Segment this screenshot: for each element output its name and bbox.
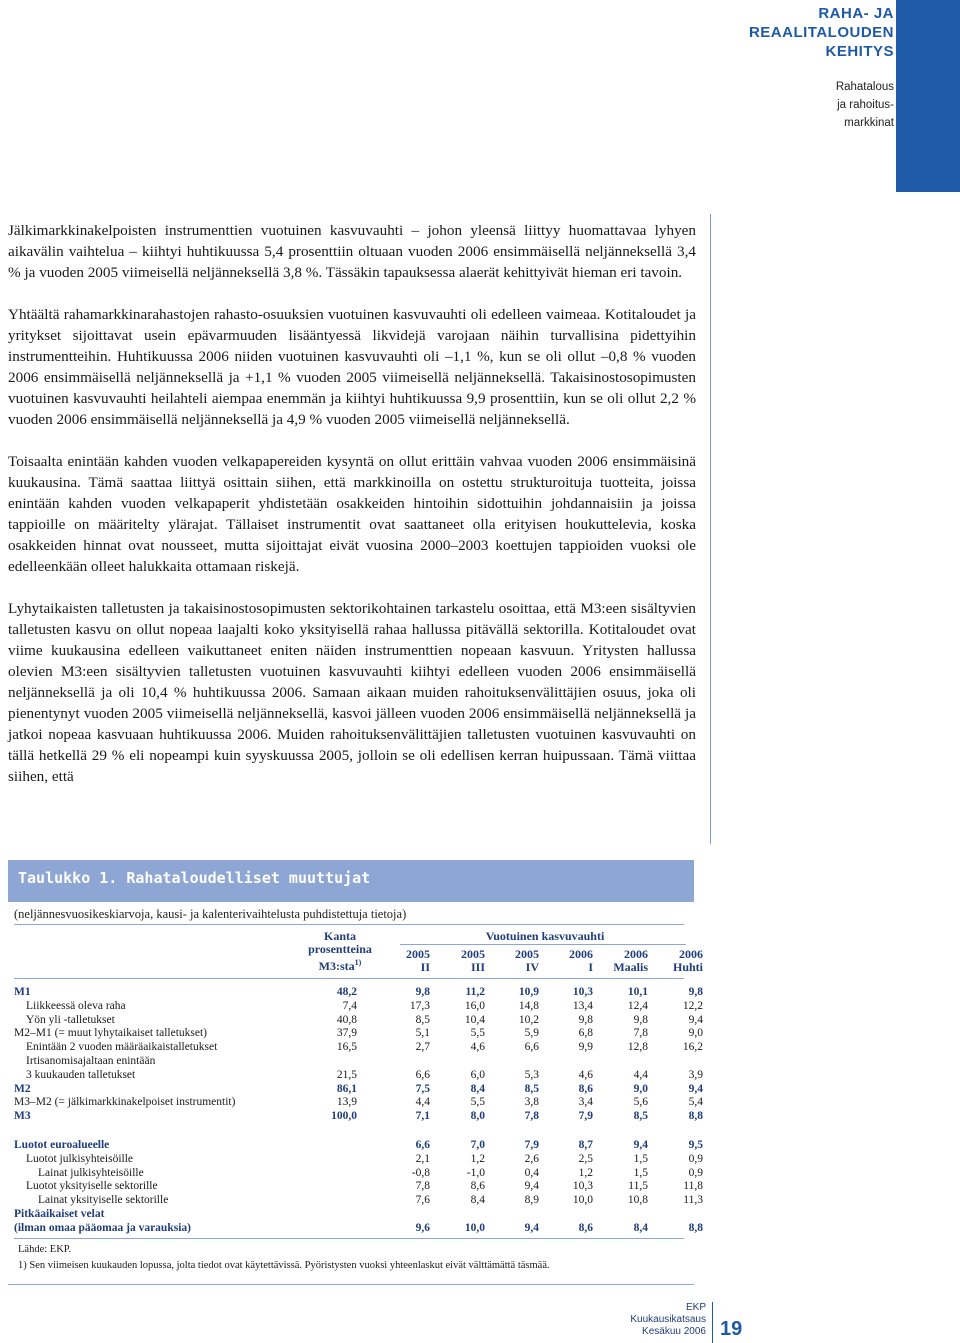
table-cell: 10,9 xyxy=(518,986,539,998)
paragraph: Toisaalta enintään kahden vuoden velkapapereiden kysyntä on ollut erittäin vahvaa vuoden 2006 ensimmäisinä kuukausina. Tämä saattaa liittyä osittain siihen, että markkinoilla on ostettu strukturoituja tuotteita, joissa enintään kahden vuoden velkapaperit yhdistetään osakkeiden hintoihin sidottuihin johdannaisiin ja joissa tappioille on määritelty ylärajat. Tällaiset instrumentit ovat saattaneet olla erityisen houkuttelevia, koska osakkeiden hinnat ovat nousseet, mutta sijoittajat eivät vuosina 2000–2003 koettujen tappioiden vuoksi ole edelleenkään olleet halukkaita ottamaan riskejä. xyxy=(8,453,696,575)
table-row-label: (ilman omaa pääomaa ja varauksia) xyxy=(14,1221,191,1234)
table-cell: 7,9 xyxy=(524,1139,539,1151)
table-title: Taulukko 1. Rahataloudelliset muuttujat xyxy=(18,869,371,887)
table-cell: 8,6 xyxy=(578,1082,593,1095)
table-cell: 9,5 xyxy=(688,1139,703,1151)
table-cell: 2,5 xyxy=(578,1152,593,1165)
table-row-label: Luotot julkisyhteisöille xyxy=(26,1152,134,1165)
column-header: 2005 xyxy=(515,947,539,961)
table-cell: 10,0 xyxy=(464,1221,485,1234)
table-row-label: M3–M2 (= jälkimarkkinakelpoiset instrumentit) xyxy=(14,1096,236,1109)
publisher-line: Kuukausikatsaus xyxy=(630,1314,706,1325)
table-cell: 5,3 xyxy=(524,1068,539,1081)
share-cell: 21,5 xyxy=(336,1068,357,1081)
table-cell: 4,4 xyxy=(415,1096,430,1109)
table-cell: 5,5 xyxy=(470,1096,485,1109)
table-rule xyxy=(14,1238,684,1239)
footnote-mark: 1) xyxy=(354,958,362,967)
table-cell: 11,8 xyxy=(683,1180,703,1193)
table-cell: 8,0 xyxy=(470,1110,485,1123)
table-cell: 1,5 xyxy=(633,1152,648,1165)
table-cell: 5,5 xyxy=(470,1027,485,1040)
table-row-label: Lainat julkisyhteisöille xyxy=(38,1166,144,1179)
table-cell: 9,0 xyxy=(633,1082,648,1095)
table-cell: 2,1 xyxy=(415,1152,430,1165)
table-note: 1) Sen viimeisen kuukauden lopussa, jolta tiedot ovat käytettävissä. Pyöristysten vuoksi yhteenlaskut eivät välttämättä täsmää. xyxy=(18,1260,550,1271)
column-header: I xyxy=(588,960,593,974)
table-cell: 6,6 xyxy=(415,1068,430,1081)
table-cell: 12,8 xyxy=(627,1041,648,1054)
table-cell: 6,0 xyxy=(470,1068,485,1081)
table-row-label: Pitkäaikaiset velat xyxy=(14,1208,105,1220)
page-number: 19 xyxy=(720,1318,743,1340)
column-header: 2006 xyxy=(624,947,648,961)
table-cell: 16,2 xyxy=(682,1041,703,1054)
table-cell: 1,2 xyxy=(578,1166,593,1179)
table-title-bar xyxy=(8,860,694,902)
share-column-header xyxy=(300,930,380,973)
table-row-label: M3 xyxy=(14,1110,31,1123)
table-cell: 16,0 xyxy=(464,999,485,1012)
table-cell: 10,4 xyxy=(464,1013,485,1026)
table-row-label: Enintään 2 vuoden määräaikaistalletukset xyxy=(26,1041,218,1054)
table-cell: 3,8 xyxy=(524,1096,539,1109)
table-cell: 6,8 xyxy=(578,1027,593,1040)
table-cell: 0,9 xyxy=(688,1152,703,1165)
share-header-line: Kanta xyxy=(323,929,356,943)
growth-header-text: Vuotuinen kasvuvauhti xyxy=(485,929,605,943)
publisher-line: Kesäkuu 2006 xyxy=(642,1326,706,1337)
table-row-label: 3 kuukauden talletukset xyxy=(26,1068,136,1081)
column-divider xyxy=(710,214,711,844)
table-row-label: Yön yli -talletukset xyxy=(26,1013,115,1026)
table-cell: 9,4 xyxy=(524,1221,539,1234)
table-row-label: Luotot euroalueelle xyxy=(14,1139,110,1151)
column-header: II xyxy=(420,960,430,974)
table-cell: 10,1 xyxy=(627,986,648,998)
table-cell: 8,6 xyxy=(470,1180,485,1193)
section-subtitle-line: Rahatalous xyxy=(835,81,894,93)
table-cell: 0,9 xyxy=(688,1166,703,1179)
section-subtitle-line: ja rahoitus- xyxy=(837,99,894,111)
table-cell: 5,1 xyxy=(415,1027,430,1040)
table-row-label: Irtisanomisajaltaan enintään xyxy=(26,1055,156,1067)
column-header: 2005 xyxy=(406,947,430,961)
table-cell: 5,4 xyxy=(688,1096,703,1109)
table-cell: -1,0 xyxy=(466,1166,485,1179)
table-source: Lähde: EKP. xyxy=(18,1244,72,1255)
publication-info xyxy=(600,1302,706,1338)
table-cell: 9,8 xyxy=(688,986,703,998)
growth-header xyxy=(400,930,690,943)
table-cell: 8,4 xyxy=(470,1194,485,1207)
table-cell: 4,6 xyxy=(470,1041,485,1054)
table-cell: 7,8 xyxy=(524,1110,539,1123)
table-cell: 8,4 xyxy=(633,1221,648,1234)
table-cell: 11,3 xyxy=(683,1194,703,1207)
table-cell: 7,8 xyxy=(633,1027,648,1040)
table-cell: 10,3 xyxy=(572,1180,593,1193)
table-cell: 2,6 xyxy=(524,1152,539,1165)
table-cell: 13,4 xyxy=(572,999,593,1012)
table-cell: 9,0 xyxy=(688,1027,703,1040)
table-cell: 12,4 xyxy=(627,999,648,1012)
table-cell: 0,4 xyxy=(524,1166,539,1179)
share-header-line xyxy=(300,956,380,973)
table-cell: 9,4 xyxy=(633,1139,648,1151)
table-cell: 5,6 xyxy=(633,1096,648,1109)
table-cell: 7,0 xyxy=(470,1139,485,1151)
table-row-label: M2–M1 (= muut lyhytaikaiset talletukset) xyxy=(14,1027,208,1040)
share-cell: 48,2 xyxy=(336,986,357,998)
table-cell: 9,4 xyxy=(524,1180,539,1193)
table-cell: 8,9 xyxy=(524,1194,539,1207)
column-header: 2006 xyxy=(569,947,593,961)
table-row-label: Liikkeessä oleva raha xyxy=(26,999,126,1012)
table-cell: 8,5 xyxy=(415,1013,430,1026)
share-cell: 100,0 xyxy=(331,1110,357,1123)
share-cell: 37,9 xyxy=(336,1027,357,1040)
table-cell: 17,3 xyxy=(409,999,430,1012)
table-cell: 9,8 xyxy=(633,1013,648,1026)
table-cell: 9,8 xyxy=(415,986,430,998)
table-cell: 3,9 xyxy=(688,1068,703,1081)
share-cell: 40,8 xyxy=(336,1013,357,1026)
table-row-label: M2 xyxy=(14,1082,31,1095)
column-header: Huhti xyxy=(672,960,703,974)
table-cell: 7,6 xyxy=(415,1194,430,1207)
table-rule xyxy=(14,924,684,925)
share-cell: 7,4 xyxy=(342,999,357,1012)
table-cell: 11,2 xyxy=(465,986,485,998)
table-cell: -0,8 xyxy=(411,1166,430,1179)
section-subtitle xyxy=(694,78,894,132)
column-header: 2005 xyxy=(461,947,485,961)
share-cell: 16,5 xyxy=(336,1041,357,1054)
table-cell: 8,4 xyxy=(470,1082,485,1095)
section-subtitle-line: markkinat xyxy=(844,117,894,129)
table-row-label: Luotot yksityiselle sektorille xyxy=(26,1180,158,1193)
table-cell: 9,4 xyxy=(688,1013,703,1026)
table-cell: 5,9 xyxy=(524,1027,539,1040)
table-cell: 10,3 xyxy=(572,986,593,998)
share-header-text: M3:sta xyxy=(318,959,355,973)
sidebar-color-bar xyxy=(896,0,960,192)
table-row-label: M1 xyxy=(14,986,31,998)
column-header: Maalis xyxy=(613,960,648,974)
table-cell: 8,8 xyxy=(688,1221,703,1234)
share-header-line: prosentteina xyxy=(308,942,372,956)
table-cell: 1,5 xyxy=(633,1166,648,1179)
table-cell: 7,8 xyxy=(415,1180,430,1193)
share-cell: 13,9 xyxy=(336,1096,357,1109)
table-cell: 6,6 xyxy=(524,1041,539,1054)
paragraph: Lyhytaikaisten talletusten ja takaisinostosopimusten sektorikohtainen tarkastelu osoittaa, että M3:een sisältyvien talletusten kasvu on ollut nopeaa laajalti koko yksityisellä rahaa hallussa pitävällä sektorilla. Kotitaloudet ovat viime kuukausina edelleen vaikuttaneet eniten näiden instrumenttien nopeaan kasvuun. Yritysten hallussa olevien M3:een sisältyvien talletusten vuotuinen kasvuvauhti kiihtyi edelleen vuoden 2006 ensimmäisellä neljänneksellä ja oli 10,4 % huhtikuussa 2006. Samaan aikaan muiden rahoituksenvälittäjien osuus, joka oli pienentynyt vuoden 2005 viimeisellä neljänneksellä, kasvoi jälleen vuoden 2006 ensimmäisellä neljänneksellä ja jatkoi nopeaa kasvuaan huhtikuussa 2006. Muiden rahoituksenvälittäjien talletusten vuotuinen kasvuvauhti on tällä hetkellä 29 % eli nopeampi kuin syyskuussa 2005, jolloin se oli edellisen kerran huipussaan. Tämä viittaa siihen, että xyxy=(8,600,696,785)
table-cell: 4,6 xyxy=(578,1068,593,1081)
table-cell: 6,6 xyxy=(415,1139,430,1151)
table-cell: 9,6 xyxy=(415,1221,430,1234)
paragraph: Yhtäältä rahamarkkinarahastojen rahasto-osuuksien vuotuinen kasvuvauhti oli edelleen vaimeaa. Kotitaloudet ja yritykset sijoittavat usein epävarmuuden lisääntyessä likvidejä varojaan näihin turvallisina pidettyihin instrumentteihin. Huhtikuussa 2006 niiden vuotuinen kasvuvauhti oli –1,1 %, kun se oli ollut –0,8 % vuoden 2006 ensimmäisellä neljänneksellä ja +1,1 % vuoden 2005 viimeisellä neljänneksellä. Takaisinostosopimusten vuotuinen kasvuvauhti heilahteli aiempaa enemmän ja kiihtyi huhtikuussa 9,9 prosenttiin, kun se oli ollut 2,2 % vuoden 2006 ensimmäisellä neljänneksellä ja 4,9 % vuoden 2005 viimeisellä neljänneksellä. xyxy=(8,306,696,428)
table-row-label: Lainat yksityiselle sektorille xyxy=(38,1194,169,1207)
table-cell: 9,9 xyxy=(578,1041,593,1054)
table-rule xyxy=(14,978,684,979)
table-cell: 8,6 xyxy=(578,1221,593,1234)
table-cell: 7,1 xyxy=(415,1110,430,1123)
publisher-line: EKP xyxy=(685,1302,706,1313)
growth-header-rule xyxy=(400,944,686,945)
table-subtitle: (neljännesvuosikeskiarvoja, kausi- ja kalenterivaihtelusta puhdistettuja tietoja) xyxy=(14,907,407,921)
table-cell: 1,2 xyxy=(470,1152,485,1165)
footer-divider xyxy=(712,1302,713,1343)
table-cell: 9,8 xyxy=(578,1013,593,1026)
table-cell: 7,5 xyxy=(415,1082,430,1095)
table-cell: 14,8 xyxy=(518,999,539,1012)
table-cell: 3,4 xyxy=(578,1096,593,1109)
table-cell: 8,5 xyxy=(524,1082,539,1095)
table-cell: 10,8 xyxy=(627,1194,648,1207)
table-cell: 7,9 xyxy=(578,1110,593,1123)
section-title-line: KEHITYS xyxy=(825,43,894,60)
section-title xyxy=(694,4,894,61)
body-text xyxy=(8,220,696,787)
table-cell: 8,8 xyxy=(688,1110,703,1123)
section-title-line: REAALITALOUDEN xyxy=(748,24,894,41)
table-cell: 8,5 xyxy=(633,1110,648,1123)
table-cell: 4,4 xyxy=(633,1068,648,1081)
table-cell: 10,0 xyxy=(572,1194,593,1207)
table-cell: 10,2 xyxy=(518,1013,539,1026)
column-header: IV xyxy=(525,960,539,974)
share-cell: 86,1 xyxy=(336,1082,357,1095)
table-cell: 9,4 xyxy=(688,1082,703,1095)
table-cell: 11,5 xyxy=(628,1180,648,1193)
paragraph: Jälkimarkkinakelpoisten instrumenttien vuotuinen kasvuvauhti – johon yleensä liittyy huomattavaa lyhyen aikavälin vaihtelua – kiihtyi huhtikuussa 5,4 prosenttiin oltuaan vuoden 2006 ensimmäisellä neljänneksellä 3,4 % ja vuoden 2005 viimeisellä neljänneksellä 3,8 %. Tässäkin tapauksessa alaerät kehittyivät hieman eri tavoin. xyxy=(8,222,696,281)
table-cell: 2,7 xyxy=(415,1041,430,1054)
table-cell: 12,2 xyxy=(682,999,703,1012)
column-header: 2006 xyxy=(679,947,703,961)
section-title-line: RAHA- JA xyxy=(818,5,894,22)
column-header: III xyxy=(470,960,485,974)
table-cell: 8,7 xyxy=(578,1139,593,1151)
